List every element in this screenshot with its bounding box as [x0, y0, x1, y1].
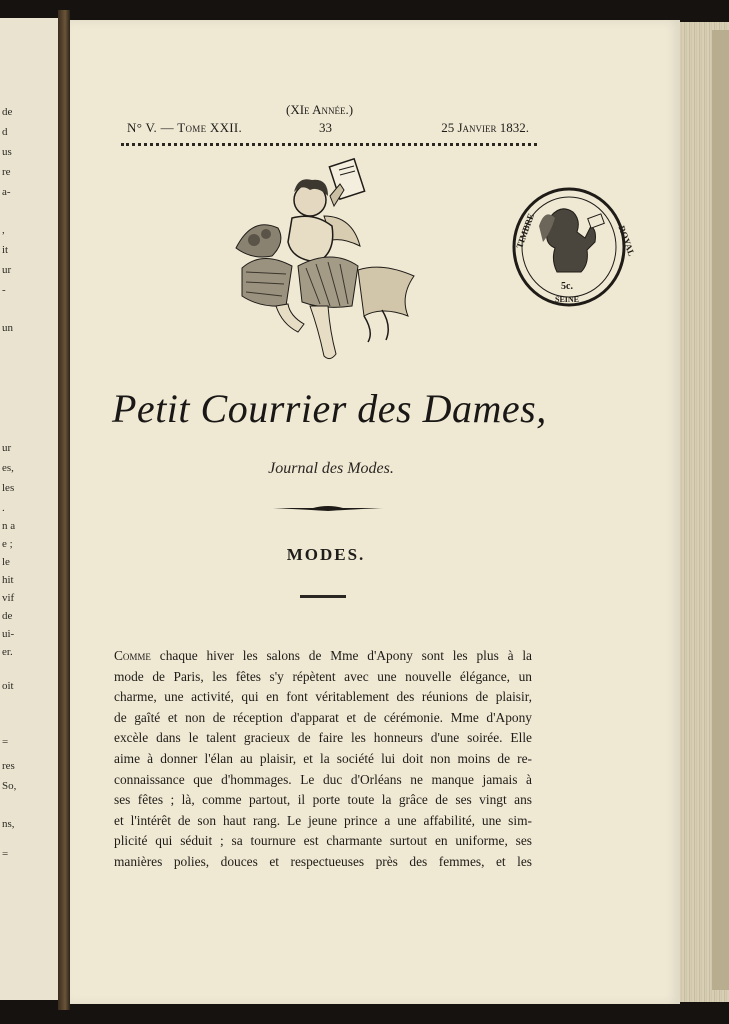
- left-fragment: res: [2, 760, 15, 772]
- left-fragment: le: [2, 556, 10, 568]
- masthead-title: Petit Courrier des Dames,: [112, 386, 547, 431]
- facing-page-left: [0, 18, 58, 1000]
- section-rule: [300, 595, 346, 598]
- left-fragment: re: [2, 166, 11, 178]
- left-fragment: ,: [2, 224, 5, 236]
- left-fragment: it: [2, 244, 9, 256]
- article-line: [114, 646, 532, 667]
- left-fragment: .: [2, 502, 5, 514]
- left-fragment: So,: [2, 780, 17, 792]
- left-fragment: e ;: [2, 538, 13, 550]
- article-line-text: chaque hiver les salons de Mme d'Apony sont les plus à la: [150, 648, 532, 663]
- section-title: MODES.: [286, 545, 366, 564]
- stamp-text-right: ROYAL: [616, 224, 637, 258]
- running-header: [121, 102, 533, 142]
- left-fragment: d: [2, 126, 8, 138]
- article-line: excèle dans le talent gracieux de faire les honneurs d'une soirée. Elle: [114, 730, 532, 746]
- left-fragment: un: [2, 322, 13, 334]
- left-fragment: a-: [2, 186, 11, 198]
- stamp-dept: SEINE: [555, 295, 580, 304]
- left-fragment: de: [2, 106, 13, 118]
- left-fragment: ns,: [2, 818, 15, 830]
- article-line: mode de Paris, les fêtes s'y répètent avec une nouvelle élégance, un: [114, 668, 532, 684]
- page-edges-shadow: [712, 30, 729, 990]
- left-fragment: les: [2, 482, 15, 494]
- article-line: et l'intérêt de son haut rang. Le jeune prince a une affabilité, une sim-: [114, 812, 532, 828]
- article-line: de gaîté et non de réception d'apparat et de cérémonie. Mme d'Apony: [114, 709, 532, 725]
- cherub-vignette-icon: [232, 156, 418, 368]
- left-fragment: de: [2, 610, 13, 622]
- left-fragment: vif: [2, 592, 15, 604]
- left-fragment: n a: [2, 520, 16, 532]
- page-number: 33: [319, 120, 332, 135]
- issue-date: 25 Janvier 1832.: [441, 120, 529, 135]
- left-fragment: =: [2, 736, 9, 748]
- left-fragment: er.: [2, 646, 13, 658]
- left-fragment: -: [2, 284, 6, 296]
- left-fragment: us: [2, 146, 12, 158]
- left-fragment: =: [2, 848, 9, 860]
- year-of-publication: (XIe Année.): [286, 102, 354, 117]
- left-fragment: ui-: [2, 628, 15, 640]
- article-lead-word: Comme: [114, 648, 151, 663]
- left-fragment: ur: [2, 264, 12, 276]
- article-line: charme, une activité, qui en font véritablement des réunions de plaisir,: [114, 689, 532, 705]
- article-body: [114, 646, 532, 873]
- left-fragment: hit: [2, 574, 14, 586]
- masthead-subtitle: Journal des Modes.: [268, 460, 394, 477]
- article-line: connaissance que d'hommages. Le duc d'Orléans ne manque jamais à: [114, 771, 532, 787]
- header-rule: [121, 143, 537, 146]
- article-line: plicité qui séduit ; sa tournure est charmante surtout en uniforme, ses: [114, 833, 532, 849]
- left-fragment: oit: [2, 680, 14, 692]
- article-line: manières polies, douces et respectueuses près des femmes, et les: [114, 853, 532, 869]
- article-line: aime à donner l'élan au plaisir, et la société lui doit non moins de re-: [114, 750, 532, 766]
- left-fragment: ur: [2, 442, 12, 454]
- issue-volume: N° V. — Tome XXII.: [127, 120, 243, 135]
- stamp-text-left: TIMBRE: [514, 212, 537, 250]
- article-line: ses fêtes ; là, comme partout, il porte toute la grâce de ses vingt ans: [114, 792, 532, 808]
- stamp-value: 5c.: [561, 281, 573, 292]
- royal-tax-stamp-icon: [511, 186, 637, 308]
- ornamental-rule-icon: [273, 505, 383, 511]
- left-fragment: es,: [2, 462, 14, 474]
- book-gutter: [58, 10, 70, 1010]
